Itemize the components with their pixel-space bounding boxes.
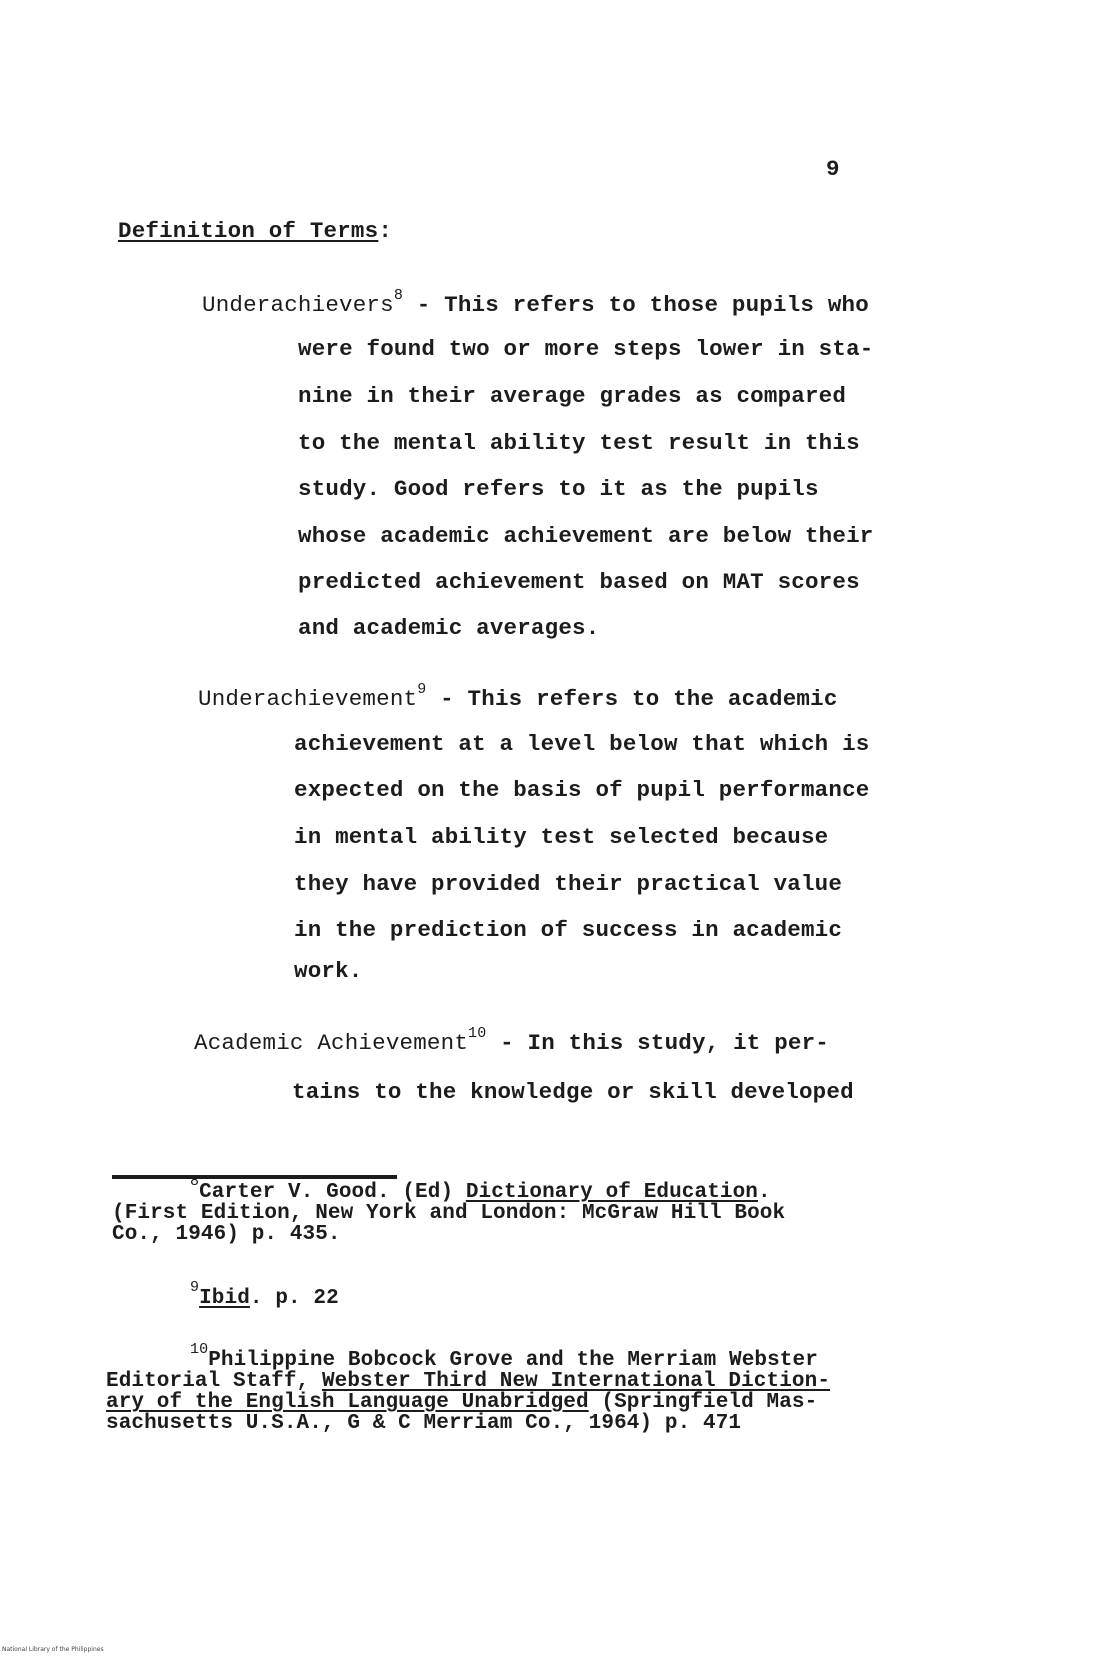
footnote-text: Philippine Bobcock Grove and the Merriam Webster: [208, 1349, 818, 1372]
definition-line: they have provided their practical value: [294, 871, 843, 897]
term-underachievers: [202, 287, 869, 318]
definition-line: in the prediction of success in academic: [294, 917, 843, 943]
footnote-10: [106, 1341, 831, 1435]
definition-line: expected on the basis of pupil performance: [294, 777, 870, 803]
footnote-text: .: [758, 1181, 771, 1204]
footnote-ref: 9: [417, 681, 427, 698]
definition-line: nine in their average grades as compared: [298, 383, 847, 409]
footnote-text: Editorial Staff,: [106, 1370, 322, 1393]
definition-line: study. Good refers to it as the pupils: [298, 476, 819, 502]
definition-line: predicted achievement based on MAT scores: [298, 569, 860, 595]
term-label: Academic Achievement: [194, 1030, 469, 1056]
footnote-number: 8: [190, 1173, 200, 1190]
definition-line: whose academic achievement are below their: [298, 523, 874, 549]
term-academic-achievement: [194, 1025, 830, 1056]
footnote-ibid: Ibid: [199, 1287, 250, 1310]
footnote-text: . p. 22: [249, 1287, 339, 1310]
footnote-text: (Springfield Mas-: [588, 1391, 818, 1414]
term-definition-start: - This refers to those pupils who: [403, 292, 869, 318]
definition-line: tains to the knowledge or skill developed: [292, 1079, 854, 1105]
footnote-separator: [112, 1175, 397, 1179]
term-definition-start: - In this study, it per-: [486, 1030, 830, 1056]
footnote-ref: 10: [468, 1025, 487, 1042]
definition-line: to the mental ability test result in this: [298, 430, 860, 456]
footnote-title: Webster Third New International Diction-: [321, 1370, 831, 1393]
footnote-line: (First Edition, New York and London: McGraw Hill Book: [112, 1202, 786, 1225]
definition-line: in mental ability test selected because: [294, 824, 829, 850]
definition-line: achievement at a level below that which is: [294, 731, 870, 757]
footnote-8: [112, 1173, 786, 1246]
footnote-number: 10: [190, 1341, 209, 1358]
term-label: Underachievers: [202, 292, 394, 318]
scan-footer: National Library of the Philippines: [2, 1646, 104, 1653]
footnote-number: 9: [190, 1279, 200, 1296]
footnote-ref: 8: [393, 287, 404, 304]
section-heading: [118, 218, 392, 244]
definition-line: were found two or more steps lower in sta-: [298, 336, 874, 362]
footnote-title: Dictionary of Education: [465, 1181, 759, 1204]
definition-line: work.: [294, 958, 363, 984]
heading-colon: :: [378, 218, 393, 244]
term-underachievement: [198, 681, 838, 712]
footnote-line: sachusetts U.S.A., G & C Merriam Co., 1964) p. 471: [106, 1412, 742, 1435]
footnote-9: [190, 1279, 339, 1310]
definition-line: and academic averages.: [298, 615, 600, 641]
footnote-line: Co., 1946) p. 435.: [112, 1223, 341, 1246]
heading-text: Definition of Terms: [118, 218, 379, 244]
footnote-title: ary of the English Language Unabridged: [106, 1391, 589, 1414]
page-number: 9: [826, 156, 840, 182]
term-definition-start: - This refers to the academic: [426, 686, 838, 712]
footnote-text: Carter V. Good. (Ed): [199, 1181, 466, 1204]
term-label: Underachievement: [198, 686, 418, 712]
